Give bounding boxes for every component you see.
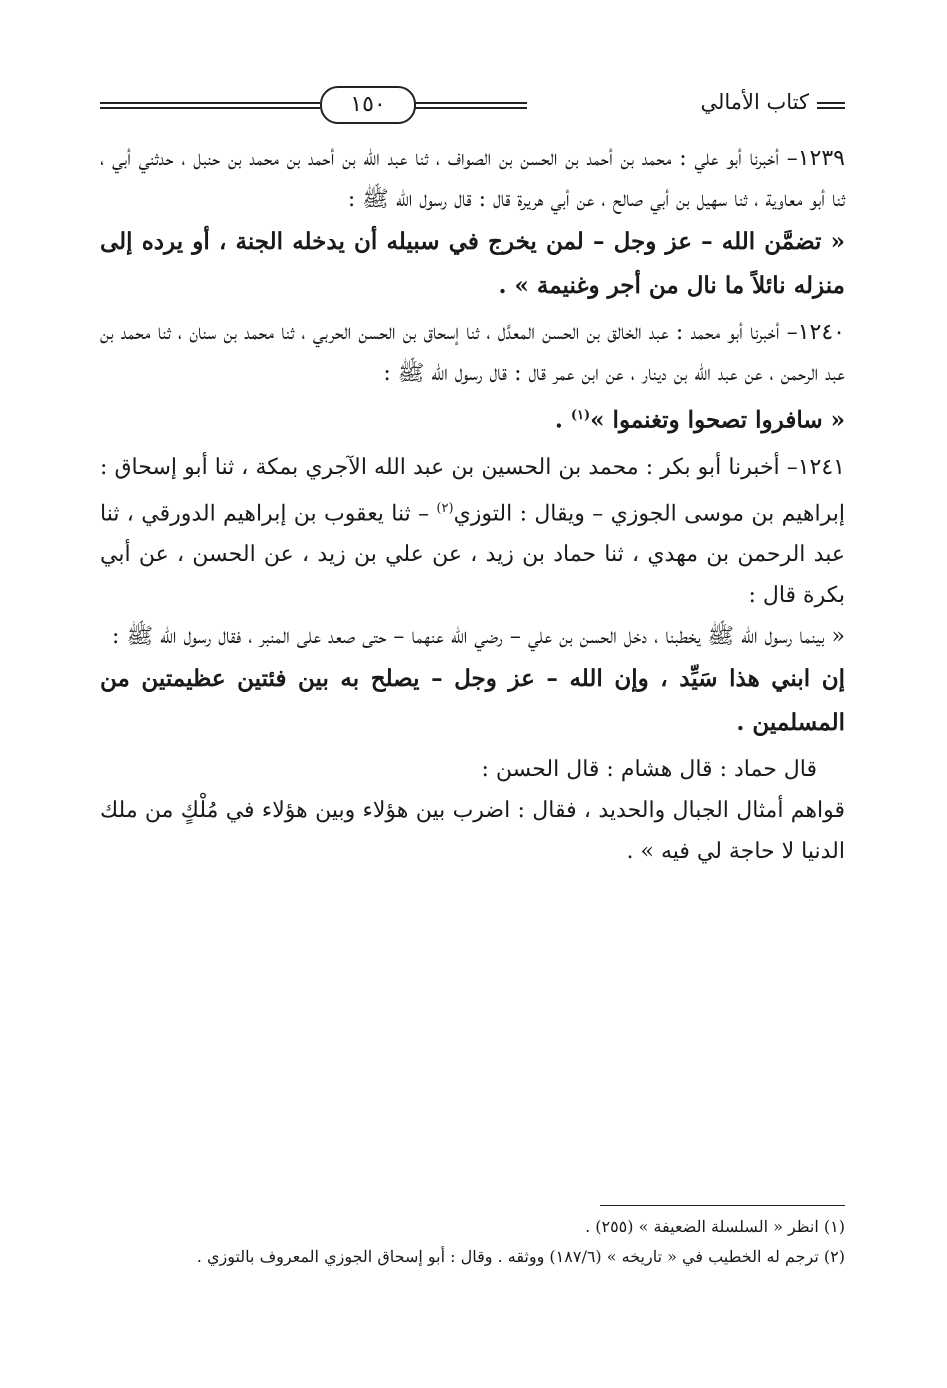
header-rule-middle bbox=[412, 102, 527, 109]
entry-1241-after-1: قال حماد : قال هشام : قال الحسن : bbox=[481, 756, 817, 782]
header-rule-left bbox=[100, 102, 320, 109]
book-title: كتاب الأمالي bbox=[692, 90, 817, 114]
entry-1241-hadith: إن ابني هذا سَيِّد ، وإن الله – عز وجل – يصلح به بين فئتين عظيمتين من المسلمين . bbox=[100, 664, 845, 736]
footnote-ref-1: (١) bbox=[570, 408, 591, 423]
entry-1240-hadith: « سافروا تصحوا وتغنموا » bbox=[590, 406, 845, 434]
entry-1239-hadith: « تضمَّن الله – عز وجل – لمن يخرج في سبيله أن يدخله الجنة ، أو يرده إلى منزله نائلاً ما نال من أجر وغنيمة » . bbox=[100, 228, 845, 299]
footnote-1: (١) انظر « السلسلة الضعيفة » (٢٥٥) . bbox=[585, 1217, 845, 1236]
footnotes bbox=[100, 1212, 845, 1272]
entry-1239-isnad: ١٢٣٩– أخبرنا أبو علي : محمد بن أحمد بن الحسن بن الصواف ، ثنا عبد الله بن أحمد بن محمد بن حنبل ، حدثني أبي ، ثنا أبو معاوية ، ثنا سهيل بن أبي صالح ، عن أبي هريرة قال : قال رسول الله ﷺ : bbox=[100, 146, 845, 212]
entry-1241-isnad-a: ١٢٤١– أخبرنا أبو بكر : محمد بن الحسين بن عبد الله الآجري بمكة ، ثنا أبو إسحاق : إبراهيم بن موسى الجوزي – ويقال : التوزي bbox=[100, 454, 845, 526]
entry-1241-isnad bbox=[100, 447, 845, 616]
footnote-ref-2: (٢) bbox=[436, 500, 454, 516]
entry-1240-isnad: ١٢٤٠– أخبرنا أبو محمد : عبد الخالق بن الحسن المعدَّل ، ثنا إسحاق بن الحسن الحربي ، ثنا محمد بن سنان ، ثنا محمد بن عبد الرحمن ، عن عبد الله بن دينار ، عن ابن عمر قال : قال رسول الله ﷺ : bbox=[100, 320, 845, 386]
page-number: ١٥٠ bbox=[320, 86, 416, 124]
entry-1240-hadith-tail: . bbox=[554, 406, 571, 434]
entry-1241-narration: « بينما رسول الله ﷺ يخطبنا ، دخل الحسن بن علي – رضي الله عنهما – حتى صعد على المنبر ، فقال رسول الله ﷺ : bbox=[112, 623, 845, 649]
footnote-2: (٢) ترجم له الخطيب في « تاريخه » (١٨٧/٦) ووثقه . وقال : أبو إسحاق الجوزي المعروف بالتوزي . bbox=[196, 1247, 845, 1266]
entry-1241-isnad-b: – ثنا يعقوب بن إبراهيم الدورقي ، ثنا عبد الرحمن بن مهدي ، ثنا حماد بن زيد ، عن علي بن زيد ، عن الحسن ، عن أبي بكرة قال : bbox=[100, 500, 845, 608]
entry-1240-hadith-line bbox=[100, 394, 845, 443]
running-header bbox=[100, 80, 845, 132]
entry-1241-after-2: قواهم أمثال الجبال والحديد ، فقال : اضرب بين هؤلاء وبين هؤلاء في مُلْكٍ من ملك الدنيا لا حاجة لي فيه » . bbox=[100, 797, 845, 864]
page-body bbox=[100, 138, 845, 872]
book-page bbox=[100, 80, 845, 1320]
header-rule-right bbox=[817, 102, 845, 109]
footnote-divider bbox=[600, 1205, 845, 1206]
